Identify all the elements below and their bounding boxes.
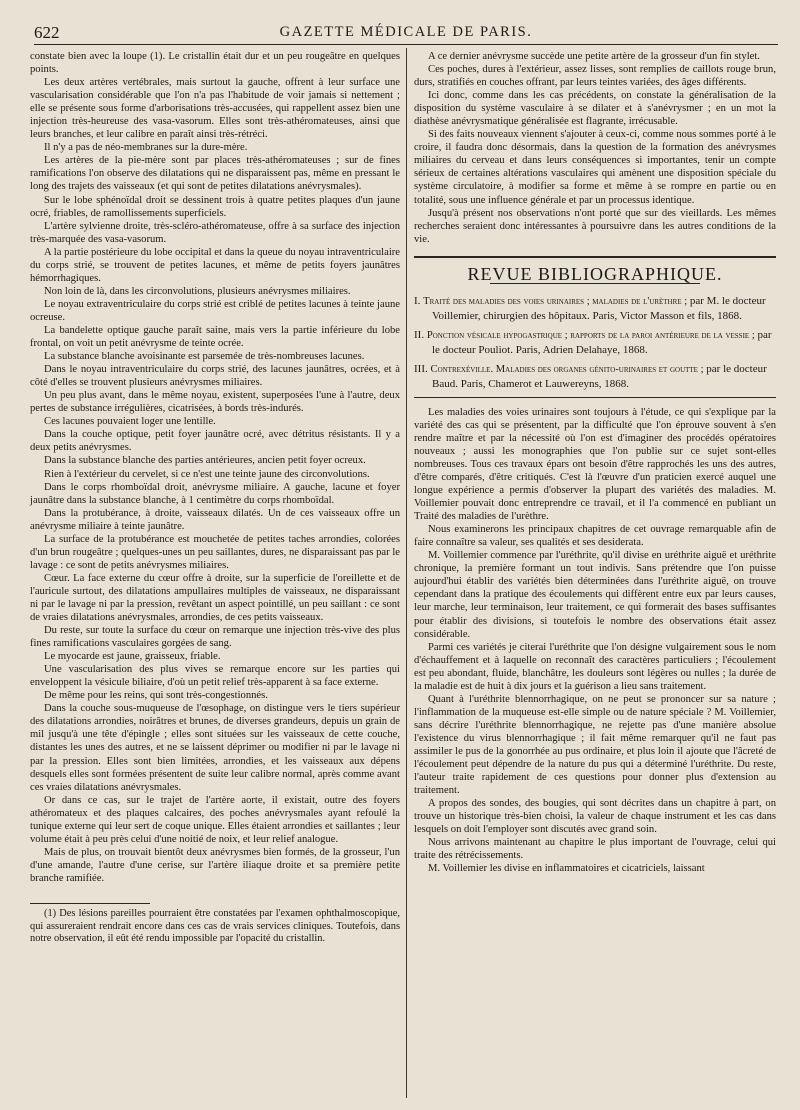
bibliography-entry xyxy=(414,328,776,357)
paragraph: Nous examinerons les principaux chapitres de cet ouvrage remarquable afin de faire connaître sa valeur, ses qualités et ses desiderata. xyxy=(414,524,776,549)
paragraph: La substance blanche avoisinante est parsemée de très-nombreuses lacunes. xyxy=(44,351,365,363)
paragraph: Ces poches, dures à l'extérieur, assez lisses, sont remplies de caillots rouge brun, durs, stratifiés en couches offrant, par leurs teintes variées, des âges différents. xyxy=(414,64,776,89)
paragraph: Dans le noyau intraventriculaire du corps strié, des lacunes jaunâtres, ocrées, et à côté d'elles se trouvent plusieurs anévrysmes miliaires. xyxy=(30,364,400,389)
paragraph: Les deux artères vertébrales, mais surtout la gauche, offrent à leur surface une vascularisation considérable que l'on n'a pas l'habitude de voir jamais si nettement ; elle se présente sous forme d'arborisations très-accusées, qui rappellent assez bien une injection très-heureuse des vasa-vasorum. Elles sont très-athéromateuses, ainsi que leurs branches, et leur calibre en paraît ainsi très-rétréci. xyxy=(30,77,400,141)
paragraph: Dans le corps rhomboïdal droit, anévrysme miliaire. A gauche, lacune et foyer jaunâtre dans la substance blanche, à 1 centimètre du corps rhomboïdal. xyxy=(30,481,400,506)
paragraph: De même pour les reins, qui sont très-congestionnés. xyxy=(44,690,268,702)
paragraph: A la partie postérieure du lobe occipital et dans la queue du noyau intraventriculaire du corps strié, se trouvent de petites lacunes, et même de petits foyers jaunâtres hémorrhagiques. xyxy=(30,246,400,284)
page-number: 622 xyxy=(34,23,60,42)
paragraph: Si des faits nouveaux viennent s'ajouter à ceux-ci, comme nous sommes porté à le croire, il faudra donc désormais, dans la question de la formation des anévrysmes miliaires du cerveau et dans leurs conséquences si importantes, tenir un compte sérieux de certaines altérations vasculaires qui amènent une disposition spéciale du système circulatoire, à modifier sa forme et même à se rompre en partie ou en totalité, sous une influence générale et par un processus identique. xyxy=(414,129,776,206)
paragraph: La surface de la protubérance est mouchetée de petites taches arrondies, colorées d'un brun rougeâtre ; quelques-unes un peu saillantes, dures, ne disparaissant pas par le lavage : ce sont de petits anévrysmes miliaires. xyxy=(30,533,400,571)
entry-number: III. xyxy=(414,362,428,375)
paragraph: Dans la substance blanche des parties antérieures, ancien petit foyer ocreux. xyxy=(44,455,366,467)
paragraph: Nous arrivons maintenant au chapitre le plus important de l'ouvrage, celui qui traite des rétrécissements. xyxy=(414,837,776,862)
paragraph: A ce dernier anévrysme succède une petite artère de la grosseur d'un fin stylet. xyxy=(428,51,760,62)
paragraph: Il n'y a pas de néo-membranes sur la dure-mère. xyxy=(44,142,248,154)
paragraph: Parmi ces variétés je citerai l'uréthrite que l'on désigne vulgairement sous le nom d'échauffement et à laquelle on reconnaît des caractères particuliers ; l'écoulement est peu abondant, fluide, blanchâtre, les douleurs sont légères ou nulles ; la durée de la maladie est de huit à dix jours et la guérison a lieu sans traitement. xyxy=(414,641,776,692)
paragraph: Dans la couche optique, petit foyer jaunâtre ocré, avec détritus résistants. Il y a deux petits anévrysmes. xyxy=(30,429,400,454)
paragraph: Dans la protubérance, à droite, vaisseaux dilatés. Un de ces vaisseaux offre un anévrysme miliaire à teinte jaunâtre. xyxy=(30,507,400,532)
paragraph: Le noyau extraventriculaire du corps strié est criblé de petites lacunes à teinte jaune ocreuse. xyxy=(30,298,400,323)
section-divider xyxy=(414,397,776,398)
entry-number: II. xyxy=(414,328,425,341)
entry-title: Traité des maladies des voies urinaires ; maladies de l'urèthre ; xyxy=(423,295,688,307)
entry-title: Ponction vésicale hypogastrique ; rapports de la paroi antérieure de la vessie ; xyxy=(426,329,755,341)
page-header xyxy=(34,22,778,45)
paragraph: Cœur. La face externe du cœur offre à droite, sur la superficie de l'oreillette et de l'auricule surtout, des dilatations ampullaires multiples de vaisseaux, ne disparaissant ni par le lavage ni par la pression, revêtant un aspect pointillé, un peu saillant : ce sont de vraies dilatations anévrysmales, arrondies, de ces petits vaisseaux. xyxy=(30,572,400,624)
paragraph: L'artère sylvienne droite, très-scléro-athéromateuse, offre à sa surface des injection très-marquée des vasa-vasorum. xyxy=(30,220,400,245)
paragraph: Non loin de là, dans les circonvolutions, plusieurs anévrysmes miliaires. xyxy=(44,285,351,297)
paragraph: Une vascularisation des plus vives se remarque encore sur les parties qui enveloppent la vésicule biliaire, d'où un petit relief très-apparent à sa face externe. xyxy=(30,664,400,689)
paragraph: Or dans ce cas, sur le trajet de l'artère aorte, il existait, outre des foyers athéromateux et des plaques calcaires, des poches anévrysmales ayant refoulé la tunique externe qui leur sert de coque unique. Elles étaient arrondies et saillantes ; leur volume était à peu près celui d'une noitié de noix, et leur relief analogue. xyxy=(30,794,400,845)
paragraph: Quant à l'uréthrite blennorrhagique, on ne peut se prononcer sur sa nature ; l'inflammation de la muqueuse est-elle simple ou de nature spéciale ? M. Voillemier, sans décrire l'uréthrite blennorrhagique, ne rejette pas d'une manière absolue l'existence du virus blennorrhagique ; il fait même remarquer qu'il ne faut pas assimiler le pus de la gonorrhée au pus ordinaire, et plus loin il ajoute que l'âcreté de l'écoulement peut dépendre de la nature du pus qui a déterminé l'uréthrite. Du reste, l'auteur traite rapidement de ces questions pour donner plus d'extension au traitement. xyxy=(414,693,776,797)
left-column xyxy=(30,50,400,946)
paragraph: Ici donc, comme dans les cas précédents, on constate la généralisation de la disposition du système vasculaire à se dilater et à s'anévrysmer ; en un mot la diathèse anévrysmatique généralisée est flagrante, irrécusable. xyxy=(414,90,776,128)
paragraph: Le myocarde est jaune, graisseux, friable. xyxy=(44,651,221,663)
paragraph: Dans la couche sous-muqueuse de l'œsophage, on distingue vers le tiers supérieur des dilatations arrondies, noirâtres et brunes, de diverses grandeurs, depuis un grain de mil jusqu'à une tête d'épingle ; elles sont situées sur les vaisseaux de cette couche, distantes les unes des autres, et ne se laissent déprimer ou modifier ni par le lavage ni par la pression. Elles sont bien limitées, arrondies, et les vaisseaux aux dépens desquels elles sont formées présentent de suite leur calibre normal, après comme avant ces vraies dilatations anévrysmales. xyxy=(30,703,400,793)
right-column xyxy=(414,50,776,875)
paragraph: M. Voillemier les divise en inflammatoires et cicatriciels, laissant xyxy=(428,863,705,875)
paragraph: Un peu plus avant, dans le même noyau, existent, superposées l'une à l'autre, deux pertes de substance irrégulières, cicatrisées, à bords très-indurés. xyxy=(30,390,400,415)
paragraph: A propos des sondes, des bougies, qui sont décrites dans un chapitre à part, on trouve un historique très-bien choisi, la valeur de chaque instrument et les cas dans lesquels on doit l'employer sont discutés avec grand soin. xyxy=(414,798,776,836)
entry-details: par le docteur Pouliot. Paris, Adrien Delahaye, 1868. xyxy=(432,328,772,356)
entry-number: I. xyxy=(414,294,421,307)
paragraph: Mais de plus, on trouvait bientôt deux anévrysmes bien formés, de la grosseur, l'un d'une amande, l'autre d'une cerise, sur l'artère iliaque droite et sa première petite branche ramifiée. xyxy=(30,846,400,884)
paragraph: La bandelette optique gauche paraît saine, mais vers la partie inférieure du lobe frontal, on voit un petit anévrysme de teinte ocrée. xyxy=(30,324,400,350)
paragraph: Du reste, sur toute la surface du cœur on remarque une injection très-vive des plus fines ramifications vasculaires gorgées de sang. xyxy=(30,625,400,650)
entry-details: par le docteur Baud. Paris, Chamerot et Lauwereyns, 1868. xyxy=(432,362,767,390)
footnote: (1) Des lésions pareilles pourraient être constatées par l'examen ophthalmoscopique, qui assureraient rendrait encore dans ces cas de vrais services cliniques. Toutefois, dans notre observation, il eût été rendu impossible par l'opacité du cristallin. xyxy=(30,908,400,945)
paragraph: Ces lacunes pouvaient loger une lentille. xyxy=(44,416,216,428)
footnote-rule xyxy=(30,903,150,904)
paragraph: constate bien avec la loupe (1). Le cristallin était dur et un peu rougeâtre en quelques points. xyxy=(30,51,400,76)
column-rule xyxy=(406,48,407,1098)
entry-title: Contrexéville. Maladies des organes génito-urinaires et goutte ; xyxy=(430,363,704,375)
bibliography-entry xyxy=(414,362,776,391)
section-divider xyxy=(414,256,776,258)
bibliography-entry xyxy=(414,294,776,323)
paragraph: Les artères de la pie-mère sont par places très-athéromateuses ; sur de fines ramifications l'on observe des dilatations qui ne disparaissent pas, même en pressant le long des trajets des vaisseaux (et qui sont de petites dilatations anévrysmales). xyxy=(30,155,400,193)
paragraph: M. Voillemier commence par l'uréthrite, qu'il divise en uréthrite aiguë et uréthrite chronique, la première formant un tout indivis. Sans prétendre que l'on puisse aujourd'hui établir des variétés bien déterminées dans l'uréthrite aiguë, on trouve cependant dans la pratique des écoulements qui diffèrent entre eux par leurs causes, leur marche, leur terminaison, leur traitement, ce qui formerait des bases suffisantes pour établir des divisions, si toutefois le nombre des observations était assez considérable. xyxy=(414,550,776,640)
paragraph: Jusqu'à présent nos observations n'ont porté que sur des vieillards. Les mêmes recherches seraient donc intéressantes à poursuivre dans les autres conditions de la vie. xyxy=(414,207,776,245)
entry-details: par M. le docteur Voillemier, chirurgien des hôpitaux. Paris, Victor Masson et fils, 1868. xyxy=(432,294,766,322)
journal-title: GAZETTE MÉDICALE DE PARIS. xyxy=(279,24,533,40)
review-title: REVUE BIBLIOGRAPHIQUE. xyxy=(467,263,723,284)
paragraph: Rien à l'extérieur du cervelet, si ce n'est une teinte jaune des circonvolutions. xyxy=(44,468,370,480)
paragraph: Les maladies des voies urinaires sont toujours à l'étude, ce qui s'explique par la variété des cas qui se présentent, par la difficulté que l'on éprouve souvent à s'en rendre maître et par la nécessité où l'on est d'imaginer des procédés opératoires nouveaux ; aussi les monographies que l'on publie sur ce sujet sont-elles nombreuses. Tous ces travaux épars ont besoin d'être rapprochés les uns des autres, d'être comparés, d'être critiqués. C'est là l'œuvre d'un praticien exercé auquel une longue expérience a permis d'observer la plupart des variétés des maladies. M. Voillemier pouvait donc entreprendre ce travail, et il l'a commencé en publiant un Traité des maladies de l'urèthre. xyxy=(414,406,776,523)
paragraph: Sur le lobe sphénoïdal droit se dessinent trois à quatre petites plaques d'un jaune ocré, friables, de ramollissements superficiels. xyxy=(30,194,400,219)
